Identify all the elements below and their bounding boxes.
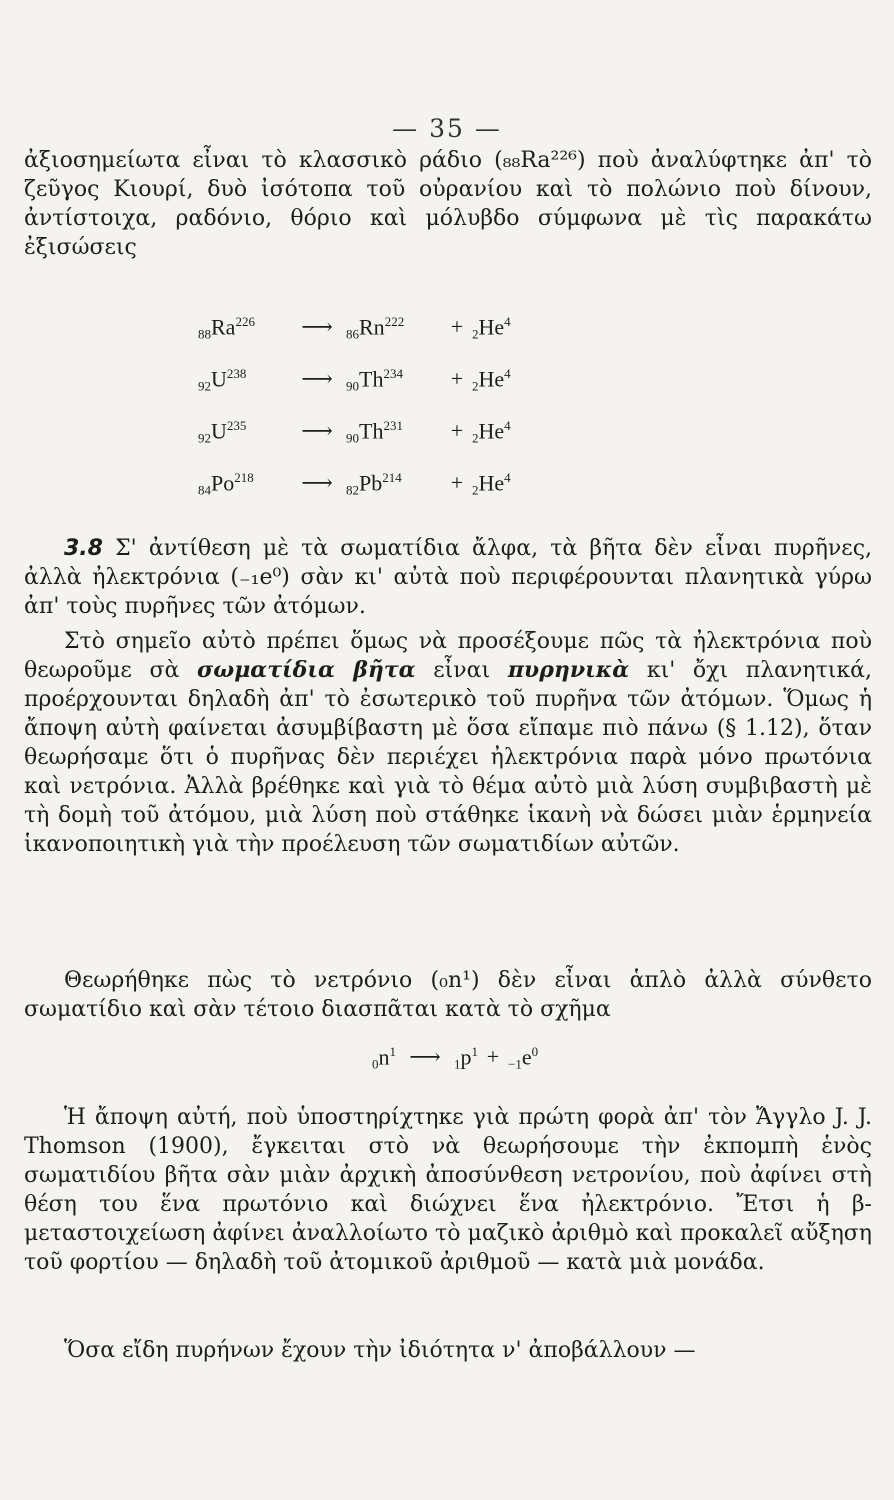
paragraph-continuation: Ὅσα εἴδη πυρήνων ἔχουν τὴν ἰδιότητα ν' ἀποβάλλουν — (64, 1338, 696, 1363)
equation-row: $92U^{235}$ ⟶ $90Th^{231} + 2He^4$ (198, 418, 511, 446)
emphasis-nuclear: πυρηνικὰ (507, 657, 630, 683)
emphasis-beta-particles: σωματίδια βῆτα (197, 657, 416, 683)
equation-row: 88Ra$^{226}$ ⟶ $86Rn^{222} + 2He^4$ (198, 314, 511, 342)
text-run: εἶναι (415, 658, 508, 683)
neutron-decay-equation: $0n^1$ ⟶ $1p^1 + -1e^0$ (372, 1044, 539, 1072)
paragraph-neutron: Θεωρήθηκε πὼς τὸ νετρόνιο (₀n¹) δὲν εἶναι ἁπλὸ ἀλλὰ σύνθετο σωματίδιο καὶ σὰν τέτοιο διασπᾶται κατὰ τὸ σχῆμα (24, 968, 872, 1022)
page-number: — 35 — (392, 114, 502, 143)
arrow-icon: ⟶ (301, 470, 333, 496)
paragraph-thomson: Ἡ ἄποψη αὐτή, ποὺ ὑποστηρίχτηκε γιὰ πρώτη φορὰ ἀπ' τὸν Ἄγγλο J. J. Thomson (1900), ἔγκειται στὸ νὰ θεωρήσουμε τὴν ἐκπομπὴ ἑνὸς σωματιδίου βῆτα σὰν μιὰν ἀρχικὴ ἀποσύνθεση νετρονίου, ποὺ ἀφίνει στὴ θέση του ἕνα πρωτόνιο καὶ διώχνει ἕνα ἠλεκτρόνιο. Ἔτσι ἡ β-μεταστοιχείωση ἀφίνει ἀναλλοίωτο τὸ μαζικὸ ἀριθμὸ καὶ προκαλεῖ αὔξηση τοῦ φορτίου — δηλαδὴ τοῦ ἀτομικοῦ ἀριθμοῦ — κατὰ μιὰ μονάδα. (24, 1105, 872, 1275)
equation-row: $92U^{238}$ ⟶ $90Th^{234} + 2He^4$ (198, 366, 511, 394)
arrow-icon: ⟶ (409, 1044, 441, 1070)
text-run: Στὸ σημεῖο αὐτὸ πρέπει ὅμως νὰ προσέξουμε πῶς τὰ ἠλεκτρόνια ποὺ θεωροῦμε σὰ (24, 629, 872, 683)
arrow-icon: ⟶ (301, 314, 333, 340)
paragraph-intro: ἀξιοσημείωτα εἶναι τὸ κλασσικὸ ράδιο (₈₈Ra²²⁶) ποὺ ἀναλύφτηκε ἀπ' τὸ ζεῦγος Κιουρί, δυὸ ἰσότοπα τοῦ οὐρανίου καὶ τὸ πολώνιο ποὺ δίνουν, ἀντίστοιχα, ραδόνιο, θόριο καὶ μόλυβδο σύμφωνα μὲ τὶς παρακάτω ἐξισώσεις (24, 148, 872, 260)
text-run: κι' ὄχι πλανητικά, προέρχουνται δηλαδὴ ἀπ' τὸ ἐσωτερικὸ τοῦ πυρῆνα τῶν ἀτόμων. Ὅμως ἡ ἄποψη αὐτὴ φαίνεται ἀσυμβίβαστη μὲ ὅσα εἴπαμε πιὸ πάνω (§ 1.12), ὅταν θεωρήσαμε ὅτι ὁ πυρῆνας δὲν περιέχει ἠλεκτρόνια παρὰ μόνο πρωτόνια καὶ νετρόνια. Ἀλλὰ βρέθηκε καὶ γιὰ τὸ θέμα αὐτὸ μιὰ λύση συμβιβαστὴ μὲ τὴ δομὴ τοῦ ἀτόμου, μιὰ λύση ποὺ στάθηκε ἱκανὴ νὰ δώσει μιὰν ἑρμηνεία ἱκανοποιητικὴ γιὰ τὴν προέλευση τῶν σωματιδίων αὐτῶν. (24, 658, 872, 857)
paragraph-nuclear-electrons (24, 627, 872, 859)
section-text: Σ' ἀντίθεση μὲ τὰ σωματίδια ἄλφα, τὰ βῆτα δὲν εἶναι πυρῆνες, ἀλλὰ ἠλεκτρόνια (₋₁e⁰) σὰν κι' αὐτὰ ποὺ περιφέρουνται πλανητικὰ γύρω ἀπ' τοὺς πυρῆνες τῶν ἀτόμων. (24, 536, 873, 619)
section-number: 3.8 (64, 536, 103, 561)
arrow-icon: ⟶ (301, 418, 333, 444)
arrow-icon: ⟶ (301, 366, 333, 392)
paragraph-section-3-8 (24, 534, 872, 621)
equation-row: 84Po$^{218}$ ⟶ $82Pb^{214} + 2He^4$ (198, 470, 511, 498)
